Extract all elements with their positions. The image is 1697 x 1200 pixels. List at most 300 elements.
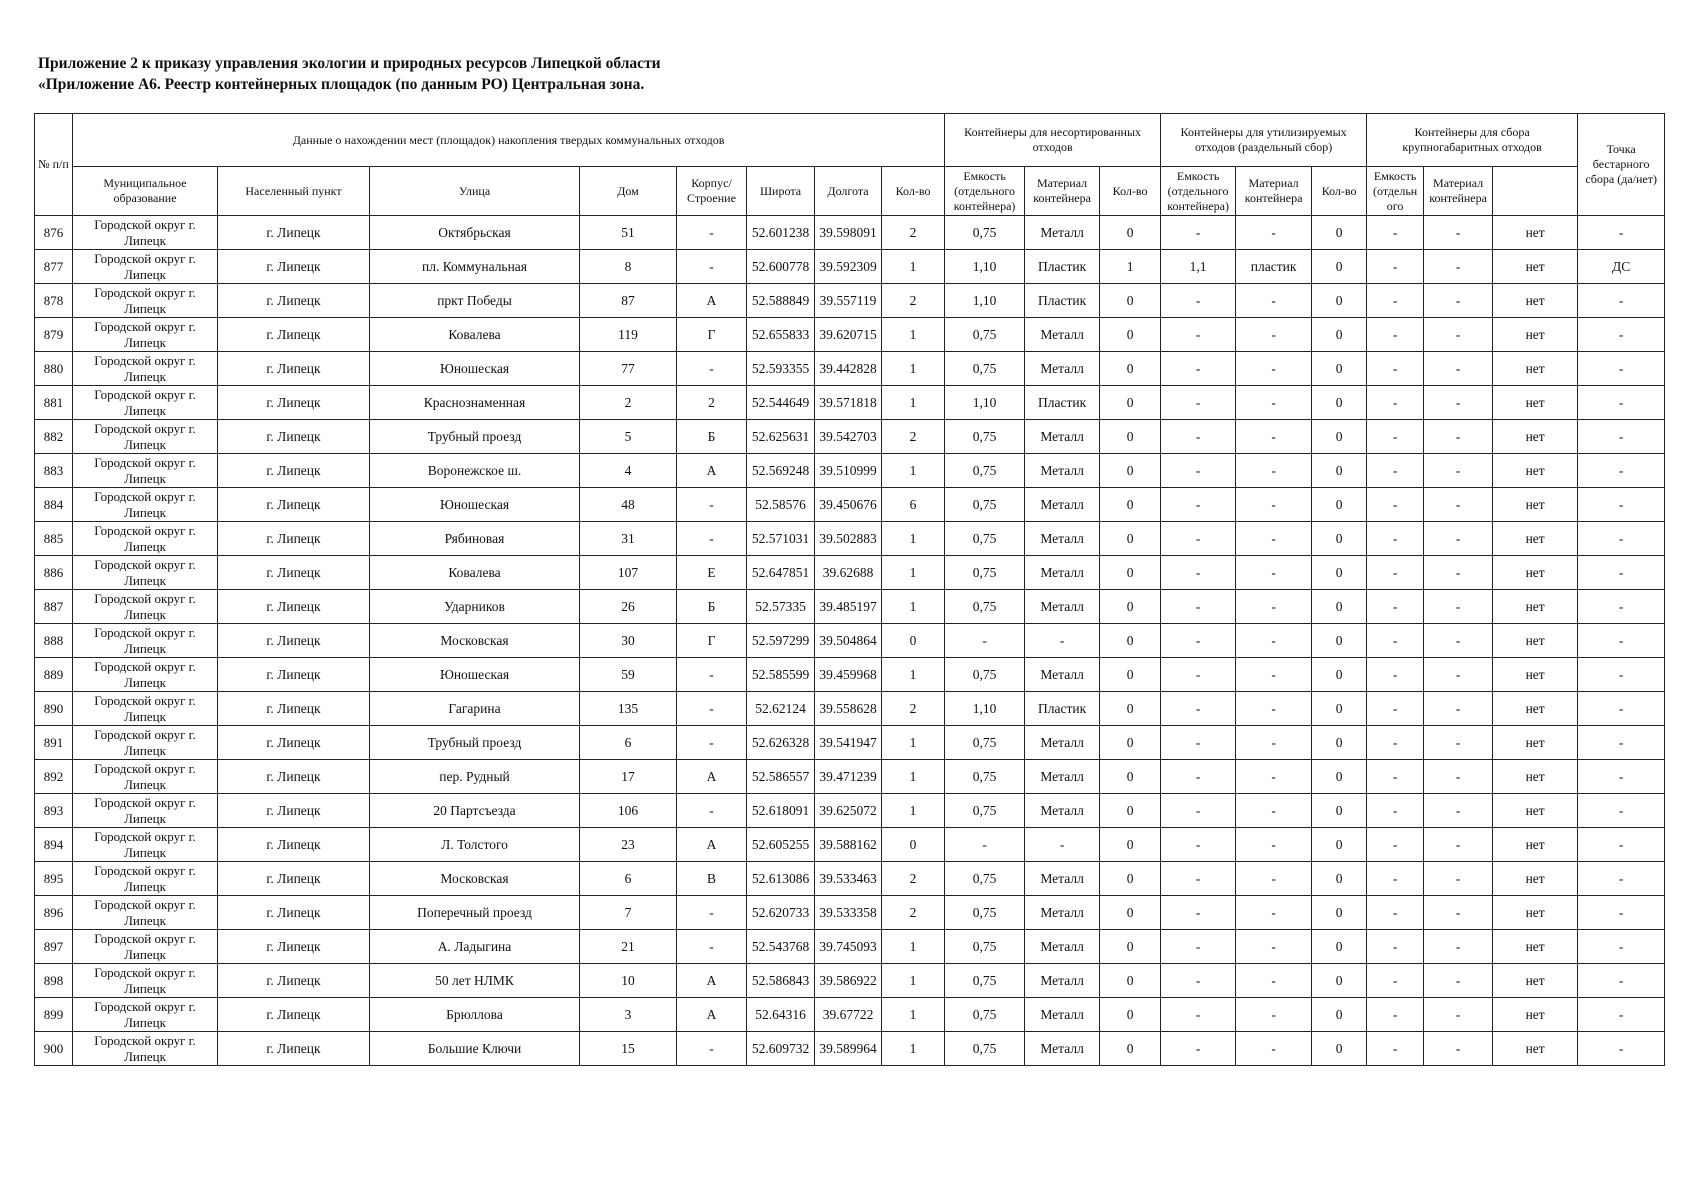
cell-municipality	[73, 828, 218, 862]
cell-note: -	[1578, 216, 1665, 250]
cell-num: 897	[35, 930, 73, 964]
cell-unsorted-material: Металл	[1025, 964, 1100, 998]
cell-bulky-capacity: -	[1367, 420, 1424, 454]
cell-street: Юношеская	[370, 352, 580, 386]
cell-building: А	[677, 284, 747, 318]
cell-building: -	[677, 522, 747, 556]
cell-street: Ковалева	[370, 556, 580, 590]
cell-municipality	[73, 1032, 218, 1066]
cell-municipality-line1: Городской округ г.	[94, 251, 196, 266]
cell-latitude: 52.609732	[747, 1032, 815, 1066]
cell-recyclable-capacity: 1,1	[1161, 250, 1236, 284]
cell-unsorted-count: 1	[882, 352, 945, 386]
cell-street: Ударников	[370, 590, 580, 624]
cell-settlement: г. Липецк	[218, 1032, 370, 1066]
cell-municipality-line1: Городской округ г.	[94, 931, 196, 946]
cell-municipality	[73, 930, 218, 964]
cell-note: -	[1578, 726, 1665, 760]
cell-num: 895	[35, 862, 73, 896]
cell-recyclable-capacity: -	[1161, 488, 1236, 522]
cell-house: 48	[580, 488, 677, 522]
cell-unsorted-capacity: 0,75	[945, 658, 1025, 692]
cell-settlement: г. Липецк	[218, 420, 370, 454]
cell-longitude: 39.485197	[815, 590, 882, 624]
cell-municipality-line2: Липецк	[124, 266, 166, 282]
cell-municipality	[73, 692, 218, 726]
cell-recyclable-material: -	[1236, 590, 1312, 624]
cell-house: 5	[580, 420, 677, 454]
cell-bulky-count: 0	[1312, 624, 1367, 658]
cell-longitude: 39.442828	[815, 352, 882, 386]
cell-num: 900	[35, 1032, 73, 1066]
cell-recyclable-count: 0	[1100, 284, 1161, 318]
cell-municipality	[73, 250, 218, 284]
cell-house: 15	[580, 1032, 677, 1066]
cell-municipality-line1: Городской округ г.	[94, 319, 196, 334]
cell-recyclable-count: 0	[1100, 488, 1161, 522]
cell-house: 23	[580, 828, 677, 862]
table-row	[35, 250, 1665, 284]
cell-municipality	[73, 284, 218, 318]
table-header-row-columns	[35, 167, 1665, 216]
cell-bagless: нет	[1493, 828, 1578, 862]
cell-bulky-count: 0	[1312, 386, 1367, 420]
cell-unsorted-material: Металл	[1025, 930, 1100, 964]
cell-municipality-line1: Городской округ г.	[94, 965, 196, 980]
cell-recyclable-material: -	[1236, 216, 1312, 250]
cell-unsorted-count: 2	[882, 420, 945, 454]
cell-longitude: 39.67722	[815, 998, 882, 1032]
cell-unsorted-material: Металл	[1025, 352, 1100, 386]
cell-latitude: 52.588849	[747, 284, 815, 318]
cell-recyclable-capacity: -	[1161, 624, 1236, 658]
cell-unsorted-capacity: 0,75	[945, 488, 1025, 522]
cell-house: 7	[580, 896, 677, 930]
header-bulky-material: Материал контейнера	[1424, 167, 1493, 216]
header-bulky-count: Кол-во	[1312, 167, 1367, 216]
cell-building: -	[677, 930, 747, 964]
cell-recyclable-material: -	[1236, 284, 1312, 318]
cell-settlement: г. Липецк	[218, 318, 370, 352]
cell-municipality-line2: Липецк	[124, 912, 166, 928]
cell-settlement: г. Липецк	[218, 488, 370, 522]
cell-bulky-count: 0	[1312, 420, 1367, 454]
table-row	[35, 760, 1665, 794]
cell-bagless: нет	[1493, 692, 1578, 726]
cell-longitude: 39.558628	[815, 692, 882, 726]
cell-unsorted-material: Металл	[1025, 454, 1100, 488]
cell-municipality-line2: Липецк	[124, 742, 166, 758]
cell-num: 894	[35, 828, 73, 862]
cell-building: А	[677, 760, 747, 794]
cell-latitude: 52.585599	[747, 658, 815, 692]
cell-recyclable-capacity: -	[1161, 1032, 1236, 1066]
cell-longitude: 39.504864	[815, 624, 882, 658]
cell-settlement: г. Липецк	[218, 896, 370, 930]
cell-latitude: 52.597299	[747, 624, 815, 658]
cell-num: 880	[35, 352, 73, 386]
cell-unsorted-capacity: -	[945, 828, 1025, 862]
cell-unsorted-capacity: 0,75	[945, 420, 1025, 454]
cell-bulky-count: 0	[1312, 1032, 1367, 1066]
cell-unsorted-count: 1	[882, 998, 945, 1032]
cell-street: Гагарина	[370, 692, 580, 726]
cell-municipality-line2: Липецк	[124, 878, 166, 894]
cell-note: -	[1578, 930, 1665, 964]
cell-municipality	[73, 760, 218, 794]
table-row	[35, 352, 1665, 386]
cell-recyclable-material: -	[1236, 488, 1312, 522]
cell-num: 886	[35, 556, 73, 590]
cell-building: Б	[677, 590, 747, 624]
cell-recyclable-material: -	[1236, 658, 1312, 692]
cell-municipality-line2: Липецк	[124, 606, 166, 622]
header-building: Корпус/ Строение	[677, 167, 747, 216]
cell-house: 4	[580, 454, 677, 488]
cell-municipality-line1: Городской округ г.	[94, 217, 196, 232]
cell-recyclable-material: -	[1236, 624, 1312, 658]
table-row	[35, 896, 1665, 930]
cell-street: пер. Рудный	[370, 760, 580, 794]
cell-bulky-material: -	[1424, 590, 1493, 624]
cell-recyclable-count: 0	[1100, 760, 1161, 794]
cell-bulky-material: -	[1424, 896, 1493, 930]
cell-note: -	[1578, 352, 1665, 386]
cell-recyclable-material: -	[1236, 760, 1312, 794]
cell-municipality	[73, 896, 218, 930]
cell-building: -	[677, 1032, 747, 1066]
cell-municipality-line2: Липецк	[124, 538, 166, 554]
cell-municipality-line1: Городской округ г.	[94, 455, 196, 470]
cell-unsorted-material: Металл	[1025, 420, 1100, 454]
cell-bulky-material: -	[1424, 930, 1493, 964]
cell-municipality-line1: Городской округ г.	[94, 795, 196, 810]
cell-municipality-line1: Городской округ г.	[94, 829, 196, 844]
cell-num: 883	[35, 454, 73, 488]
header-recyclable-material: Материал контейнера	[1236, 167, 1312, 216]
cell-house: 107	[580, 556, 677, 590]
cell-unsorted-count: 2	[882, 216, 945, 250]
cell-building: А	[677, 454, 747, 488]
cell-unsorted-count: 2	[882, 284, 945, 318]
cell-recyclable-count: 0	[1100, 964, 1161, 998]
cell-num: 892	[35, 760, 73, 794]
cell-longitude: 39.620715	[815, 318, 882, 352]
cell-bulky-count: 0	[1312, 930, 1367, 964]
cell-settlement: г. Липецк	[218, 590, 370, 624]
cell-recyclable-material: -	[1236, 896, 1312, 930]
cell-unsorted-material: Металл	[1025, 522, 1100, 556]
cell-note: -	[1578, 998, 1665, 1032]
table-row	[35, 998, 1665, 1032]
cell-bagless: нет	[1493, 488, 1578, 522]
cell-unsorted-material: Металл	[1025, 794, 1100, 828]
cell-street: Большие Ключи	[370, 1032, 580, 1066]
cell-municipality	[73, 862, 218, 896]
cell-unsorted-capacity: 0,75	[945, 1032, 1025, 1066]
table-row	[35, 216, 1665, 250]
cell-house: 30	[580, 624, 677, 658]
cell-recyclable-material: -	[1236, 828, 1312, 862]
cell-municipality	[73, 624, 218, 658]
cell-bulky-count: 0	[1312, 284, 1367, 318]
cell-street: Брюллова	[370, 998, 580, 1032]
table-row	[35, 658, 1665, 692]
cell-house: 3	[580, 998, 677, 1032]
cell-unsorted-capacity: 1,10	[945, 250, 1025, 284]
cell-num: 887	[35, 590, 73, 624]
cell-latitude: 52.571031	[747, 522, 815, 556]
cell-recyclable-count: 0	[1100, 930, 1161, 964]
cell-unsorted-count: 1	[882, 1032, 945, 1066]
cell-bulky-count: 0	[1312, 216, 1367, 250]
cell-recyclable-material: -	[1236, 556, 1312, 590]
cell-num: 898	[35, 964, 73, 998]
cell-municipality	[73, 318, 218, 352]
cell-municipality-line2: Липецк	[124, 980, 166, 996]
cell-bulky-material: -	[1424, 556, 1493, 590]
cell-bulky-material: -	[1424, 828, 1493, 862]
cell-unsorted-material: Пластик	[1025, 284, 1100, 318]
cell-bulky-capacity: -	[1367, 284, 1424, 318]
cell-bagless: нет	[1493, 522, 1578, 556]
cell-municipality	[73, 964, 218, 998]
cell-unsorted-count: 6	[882, 488, 945, 522]
cell-longitude: 39.557119	[815, 284, 882, 318]
cell-note: -	[1578, 828, 1665, 862]
cell-latitude: 52.600778	[747, 250, 815, 284]
cell-municipality-line2: Липецк	[124, 810, 166, 826]
cell-bagless: нет	[1493, 624, 1578, 658]
cell-longitude: 39.459968	[815, 658, 882, 692]
table-row	[35, 964, 1665, 998]
cell-recyclable-capacity: -	[1161, 794, 1236, 828]
cell-recyclable-capacity: -	[1161, 590, 1236, 624]
table-row	[35, 1032, 1665, 1066]
cell-bulky-capacity: -	[1367, 386, 1424, 420]
cell-house: 106	[580, 794, 677, 828]
cell-settlement: г. Липецк	[218, 692, 370, 726]
cell-longitude: 39.592309	[815, 250, 882, 284]
cell-recyclable-material: -	[1236, 1032, 1312, 1066]
cell-unsorted-material: Металл	[1025, 726, 1100, 760]
cell-unsorted-capacity: 0,75	[945, 794, 1025, 828]
cell-latitude: 52.626328	[747, 726, 815, 760]
cell-municipality-line2: Липецк	[124, 232, 166, 248]
cell-unsorted-count: 2	[882, 896, 945, 930]
cell-longitude: 39.471239	[815, 760, 882, 794]
cell-note: -	[1578, 794, 1665, 828]
cell-street: Поперечный проезд	[370, 896, 580, 930]
cell-municipality-line2: Липецк	[124, 334, 166, 350]
cell-settlement: г. Липецк	[218, 522, 370, 556]
cell-building: А	[677, 964, 747, 998]
cell-bagless: нет	[1493, 794, 1578, 828]
container-sites-registry-table	[34, 113, 1665, 1066]
cell-bulky-capacity: -	[1367, 964, 1424, 998]
cell-street: Ковалева	[370, 318, 580, 352]
cell-unsorted-count: 1	[882, 590, 945, 624]
cell-recyclable-material: -	[1236, 522, 1312, 556]
cell-bulky-count: 0	[1312, 250, 1367, 284]
cell-municipality-line1: Городской округ г.	[94, 625, 196, 640]
cell-house: 77	[580, 352, 677, 386]
header-unsorted-count: Кол-во	[882, 167, 945, 216]
cell-bagless: нет	[1493, 420, 1578, 454]
cell-unsorted-material: Пластик	[1025, 250, 1100, 284]
cell-house: 135	[580, 692, 677, 726]
cell-unsorted-material: Металл	[1025, 556, 1100, 590]
cell-recyclable-capacity: -	[1161, 216, 1236, 250]
cell-recyclable-material: -	[1236, 964, 1312, 998]
cell-note: -	[1578, 862, 1665, 896]
cell-bulky-capacity: -	[1367, 692, 1424, 726]
cell-bulky-capacity: -	[1367, 488, 1424, 522]
cell-municipality-line1: Городской округ г.	[94, 591, 196, 606]
cell-bulky-count: 0	[1312, 658, 1367, 692]
cell-bulky-capacity: -	[1367, 318, 1424, 352]
cell-house: 31	[580, 522, 677, 556]
cell-latitude: 52.62124	[747, 692, 815, 726]
cell-settlement: г. Липецк	[218, 284, 370, 318]
cell-longitude: 39.502883	[815, 522, 882, 556]
cell-recyclable-count: 0	[1100, 556, 1161, 590]
cell-building: -	[677, 692, 747, 726]
table-row	[35, 318, 1665, 352]
cell-municipality-line2: Липецк	[124, 1014, 166, 1030]
header-location-group: Данные о нахождении мест (площадок) накопления твердых коммунальных отходов	[73, 114, 945, 167]
heading-line-2: «Приложение А6. Реестр контейнерных площадок (по данным РО) Центральная зона.	[38, 76, 645, 93]
cell-note: -	[1578, 386, 1665, 420]
cell-num: 882	[35, 420, 73, 454]
cell-unsorted-count: 1	[882, 726, 945, 760]
cell-building: Г	[677, 318, 747, 352]
cell-settlement: г. Липецк	[218, 352, 370, 386]
cell-house: 8	[580, 250, 677, 284]
cell-recyclable-count: 0	[1100, 998, 1161, 1032]
cell-bulky-material: -	[1424, 522, 1493, 556]
cell-building: Е	[677, 556, 747, 590]
cell-recyclable-count: 0	[1100, 862, 1161, 896]
cell-municipality	[73, 726, 218, 760]
cell-building: -	[677, 658, 747, 692]
cell-municipality	[73, 590, 218, 624]
cell-house: 51	[580, 216, 677, 250]
cell-settlement: г. Липецк	[218, 386, 370, 420]
cell-num: 884	[35, 488, 73, 522]
cell-building: В	[677, 862, 747, 896]
cell-street: 50 лет НЛМК	[370, 964, 580, 998]
cell-longitude: 39.589964	[815, 1032, 882, 1066]
cell-house: 10	[580, 964, 677, 998]
cell-municipality-line1: Городской округ г.	[94, 421, 196, 436]
cell-recyclable-count: 0	[1100, 692, 1161, 726]
cell-unsorted-capacity: 1,10	[945, 692, 1025, 726]
cell-street: пл. Коммунальная	[370, 250, 580, 284]
cell-bulky-count: 0	[1312, 896, 1367, 930]
cell-bagless: нет	[1493, 250, 1578, 284]
cell-municipality-line2: Липецк	[124, 674, 166, 690]
cell-bulky-capacity: -	[1367, 216, 1424, 250]
cell-municipality-line2: Липецк	[124, 436, 166, 452]
cell-building: -	[677, 896, 747, 930]
cell-settlement: г. Липецк	[218, 930, 370, 964]
cell-unsorted-capacity: 0,75	[945, 930, 1025, 964]
header-municipality: Муниципальное образование	[73, 167, 218, 216]
cell-unsorted-count: 2	[882, 862, 945, 896]
cell-latitude: 52.64316	[747, 998, 815, 1032]
cell-unsorted-capacity: 0,75	[945, 998, 1025, 1032]
cell-num: 881	[35, 386, 73, 420]
cell-num: 878	[35, 284, 73, 318]
cell-note: -	[1578, 318, 1665, 352]
cell-unsorted-capacity: 1,10	[945, 284, 1025, 318]
cell-recyclable-count: 0	[1100, 794, 1161, 828]
heading-line-1: Приложение 2 к приказу управления экологии и природных ресурсов Липецкой области	[38, 55, 661, 72]
cell-latitude: 52.613086	[747, 862, 815, 896]
cell-bulky-count: 0	[1312, 352, 1367, 386]
cell-settlement: г. Липецк	[218, 250, 370, 284]
cell-recyclable-material: -	[1236, 998, 1312, 1032]
cell-building: А	[677, 828, 747, 862]
cell-recyclable-capacity: -	[1161, 760, 1236, 794]
cell-note: -	[1578, 284, 1665, 318]
cell-municipality-line1: Городской округ г.	[94, 1033, 196, 1048]
cell-bagless: нет	[1493, 896, 1578, 930]
cell-unsorted-capacity: 0,75	[945, 590, 1025, 624]
cell-municipality-line1: Городской округ г.	[94, 489, 196, 504]
cell-building: -	[677, 488, 747, 522]
cell-recyclable-material: пластик	[1236, 250, 1312, 284]
cell-municipality-line2: Липецк	[124, 640, 166, 656]
cell-street: А. Ладыгина	[370, 930, 580, 964]
cell-recyclable-count: 1	[1100, 250, 1161, 284]
cell-municipality-line1: Городской округ г.	[94, 761, 196, 776]
table-row	[35, 522, 1665, 556]
cell-latitude: 52.543768	[747, 930, 815, 964]
cell-latitude: 52.58576	[747, 488, 815, 522]
cell-settlement: г. Липецк	[218, 216, 370, 250]
cell-municipality	[73, 794, 218, 828]
cell-street: Воронежское ш.	[370, 454, 580, 488]
cell-recyclable-count: 0	[1100, 828, 1161, 862]
cell-municipality-line1: Городской округ г.	[94, 999, 196, 1014]
cell-municipality-line2: Липецк	[124, 300, 166, 316]
cell-bulky-capacity: -	[1367, 760, 1424, 794]
cell-recyclable-capacity: -	[1161, 386, 1236, 420]
cell-unsorted-count: 1	[882, 522, 945, 556]
cell-municipality-line1: Городской округ г.	[94, 659, 196, 674]
cell-bulky-material: -	[1424, 658, 1493, 692]
cell-building: -	[677, 352, 747, 386]
table-row	[35, 454, 1665, 488]
cell-recyclable-capacity: -	[1161, 692, 1236, 726]
cell-street: Московская	[370, 862, 580, 896]
cell-bulky-material: -	[1424, 284, 1493, 318]
cell-bagless: нет	[1493, 1032, 1578, 1066]
header-bulky-group: Контейнеры для сбора крупногабаритных отходов	[1367, 114, 1578, 167]
cell-street: Октябрьская	[370, 216, 580, 250]
cell-street: Краснознаменная	[370, 386, 580, 420]
cell-longitude: 39.533463	[815, 862, 882, 896]
cell-building: Б	[677, 420, 747, 454]
cell-building: -	[677, 726, 747, 760]
cell-num: 890	[35, 692, 73, 726]
cell-unsorted-material: Металл	[1025, 998, 1100, 1032]
cell-bulky-material: -	[1424, 998, 1493, 1032]
cell-latitude: 52.601238	[747, 216, 815, 250]
cell-recyclable-capacity: -	[1161, 930, 1236, 964]
